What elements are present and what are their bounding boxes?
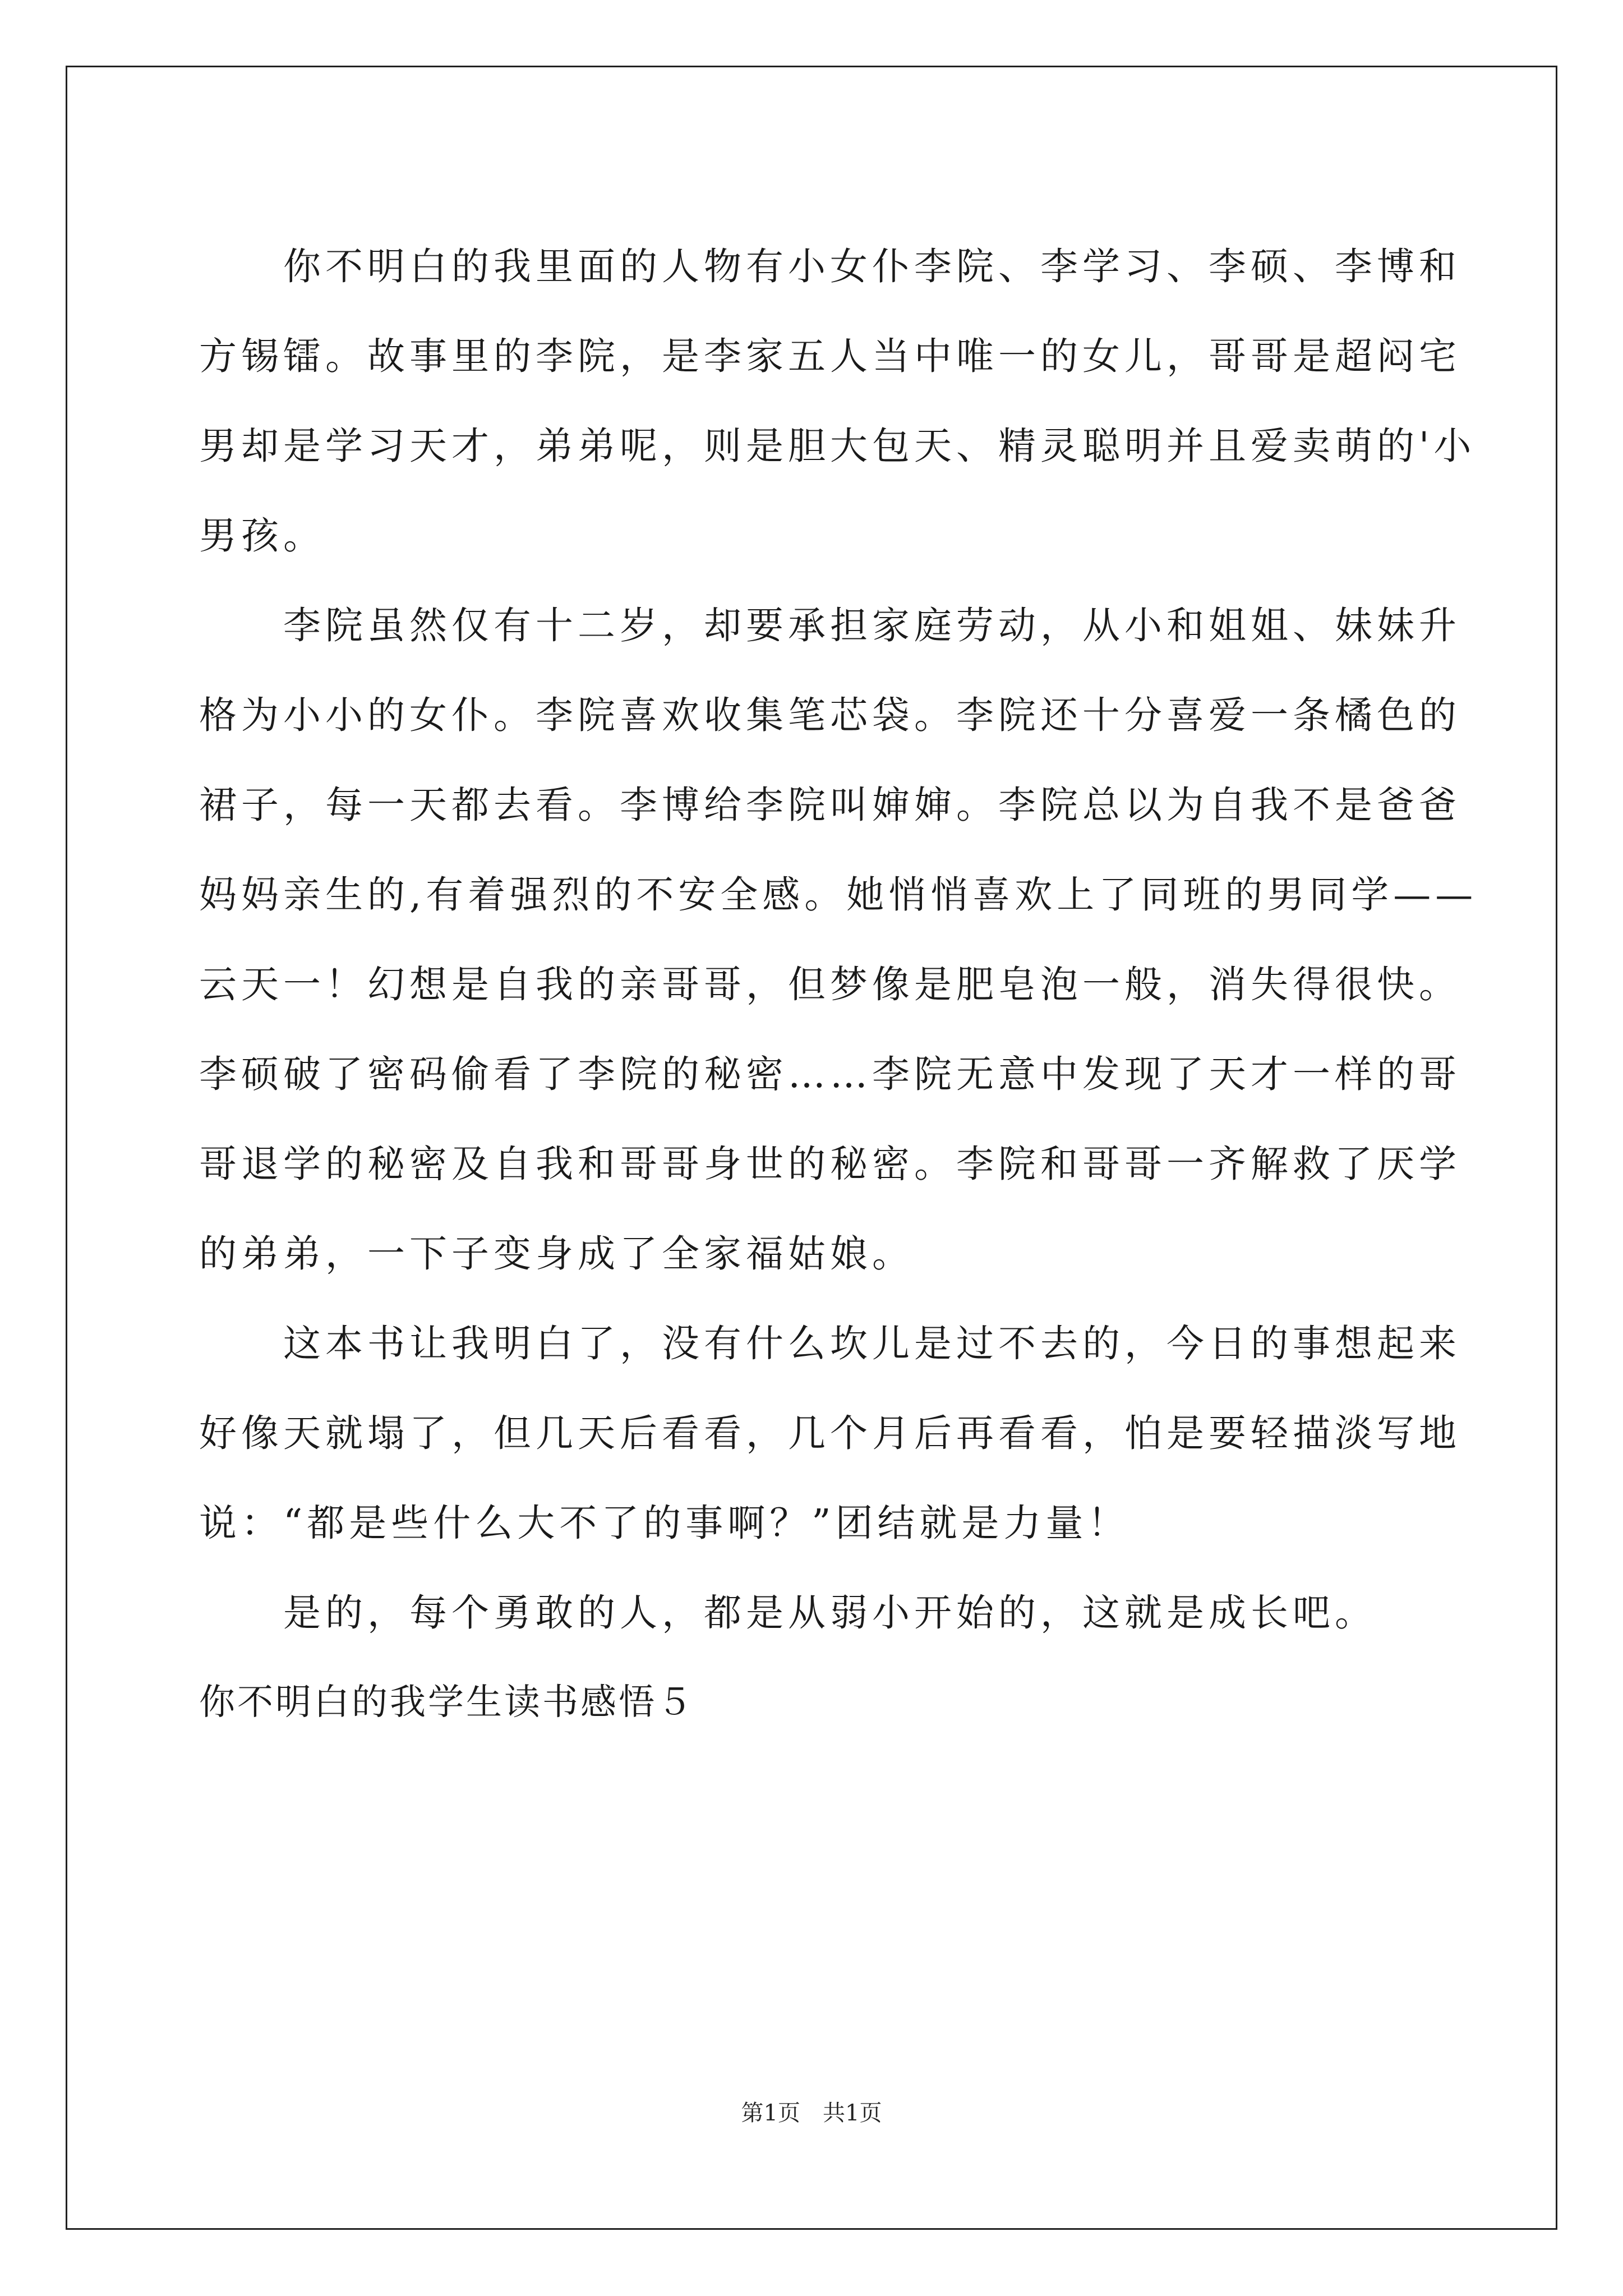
text-line: 方锡镭。故事里的李院，是李家五人当中唯一的女儿，哥哥是超闷宅: [199, 334, 1461, 378]
page-number-footer: 第1页 共1页: [741, 2100, 882, 2126]
text-line: 是的，每个勇敢的人，都是从弱小开始的，这就是成长吧。: [283, 1591, 1377, 1635]
text-line: 你不明白的我里面的人物有小女仆李院、李学习、李硕、李博和: [283, 245, 1461, 288]
text-line: 李院虽然仅有十二岁，却要承担家庭劳动，从小和姐姐、妹妹升: [283, 604, 1461, 647]
text-line: 的弟弟，一下子变身成了全家福姑娘。: [199, 1232, 914, 1276]
text-line: 裙子，每一天都去看。李博给李院叫婶婶。李院总以为自我不是爸爸: [199, 783, 1461, 827]
text-line: 好像天就塌了，但几天后看看，几个月后再看看，怕是要轻描淡写地: [199, 1411, 1461, 1455]
text-line: 格为小小的女仆。李院喜欢收集笔芯袋。李院还十分喜爱一条橘色的: [199, 693, 1461, 737]
text-line: 妈妈亲生的,有着强烈的不安全感。她悄悄喜欢上了同班的男同学——: [199, 873, 1478, 917]
text-line: 李硕破了密码偷看了李院的秘密……李院无意中发现了天才一样的哥: [199, 1052, 1461, 1096]
text-line: 男却是学习天才，弟弟呢，则是胆大包天、精灵聪明并且爱卖萌的'小: [199, 424, 1476, 468]
text-line: 男孩。: [199, 514, 325, 558]
section-heading: 你不明白的我学生读书感悟５: [199, 1682, 695, 1723]
text-line: 说：“都是些什么大不了的事啊？”团结就是力量！: [199, 1501, 1130, 1545]
document-body: [199, 222, 1478, 1747]
text-line: 哥退学的秘密及自我和哥哥身世的秘密。李院和哥哥一齐解救了厌学: [199, 1142, 1461, 1186]
text-line: 这本书让我明白了，没有什么坎儿是过不去的，今日的事想起来: [283, 1322, 1461, 1365]
text-line: 云天一！幻想是自我的亲哥哥，但梦像是肥皂泡一般，消失得很快。: [199, 963, 1461, 1006]
